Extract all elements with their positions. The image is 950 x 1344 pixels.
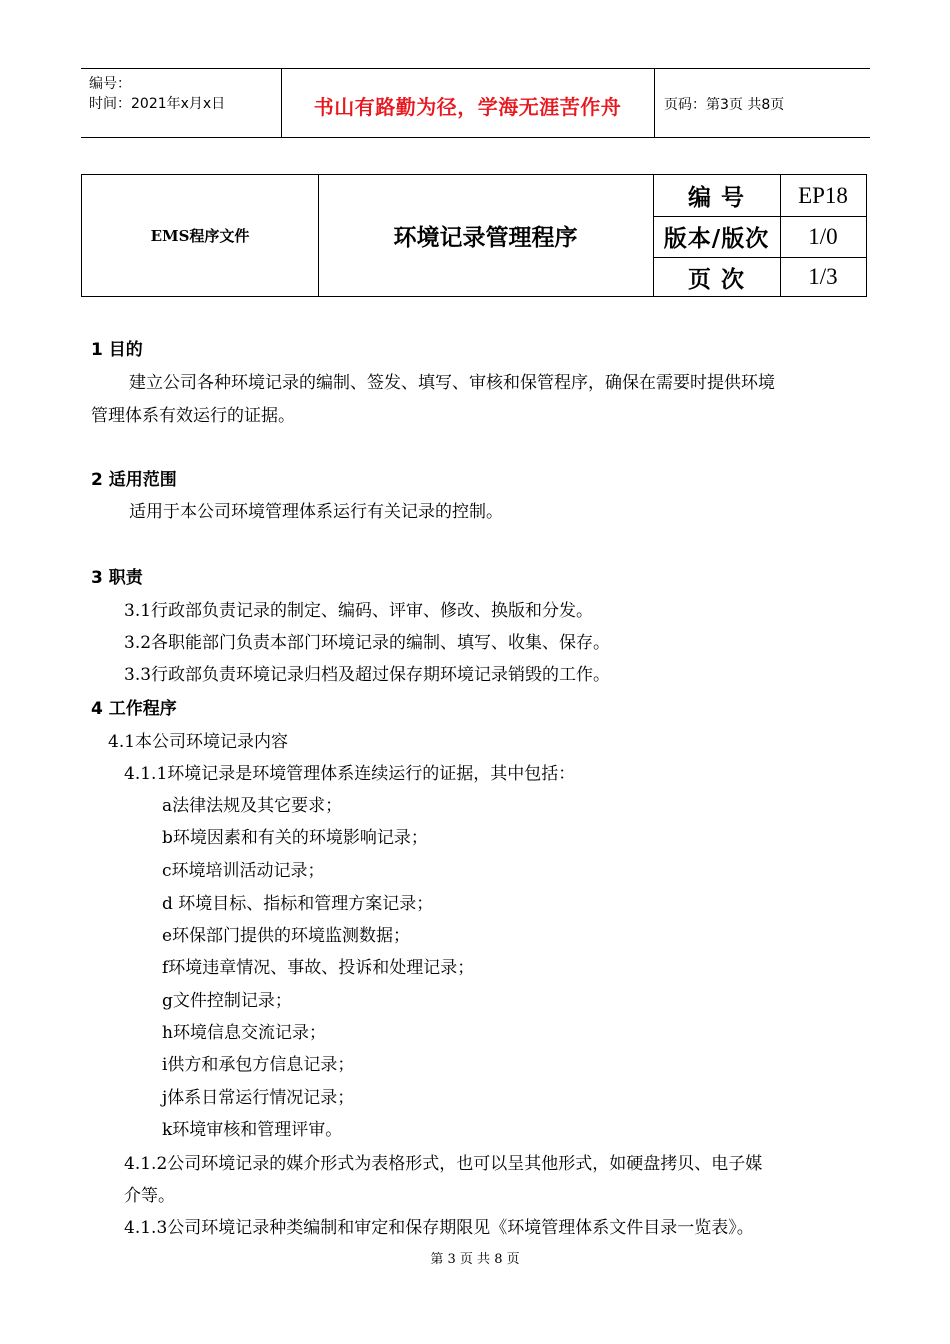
section-2-line-1: 适用于本公司环境管理体系运行有关记录的控制。 <box>129 502 503 522</box>
section-2-heading: 2 适用范围 <box>91 470 177 490</box>
section-3-item: 3.1行政部负责记录的制定、编码、评审、修改、换版和分发。 <box>124 601 594 621</box>
list-item: j体系日常运行情况记录； <box>162 1088 355 1108</box>
doc-title: 环境记录管理程序 <box>318 175 654 296</box>
section-4-heading: 4 工作程序 <box>91 699 177 719</box>
section-3-item: 3.2各职能部门负责本部门环境记录的编制、填写、收集、保存。 <box>124 633 611 653</box>
subsection-4-1: 4.1本公司环境记录内容 <box>108 732 289 752</box>
list-item: i供方和承包方信息记录； <box>162 1055 355 1075</box>
section-1-line-2: 管理体系有效运行的证据。 <box>91 406 295 426</box>
list-item: h环境信息交流记录； <box>162 1023 326 1043</box>
code-field-label: 编 号 <box>687 185 745 211</box>
version-field-value: 1/0 <box>808 223 838 249</box>
page-field-value: 1/3 <box>808 264 838 289</box>
list-item: f环境违章情况、事故、投诉和处理记录； <box>162 958 475 978</box>
list-item: c环境培训活动记录； <box>162 861 325 881</box>
list-item: d 环境目标、指标和管理方案记录； <box>162 894 434 914</box>
value-column <box>780 175 866 296</box>
subsection-4-1-2-line-1: 4.1.2公司环境记录的媒介形式为表格形式，也可以呈其他形式，如硬盘拷贝、电子媒 <box>124 1154 763 1174</box>
version-field-label: 版本/版次 <box>663 226 770 252</box>
label-column <box>653 175 781 296</box>
header-motto-cell <box>281 69 655 137</box>
code-label: 编号： <box>89 76 131 92</box>
subsection-4-1-3: 4.1.3公司环境记录种类编制和审定和保存期限见《环境管理体系文件目录一览表》。 <box>124 1218 754 1238</box>
list-item: b环境因素和有关的环境影响记录； <box>162 828 428 848</box>
subsection-4-1-1: 4.1.1环境记录是环境管理体系连续运行的证据，其中包括： <box>124 764 576 784</box>
code-field-value: EP18 <box>798 182 848 208</box>
motto: 书山有路勤为径，学海无涯苦作舟 <box>313 95 622 119</box>
list-item: g文件控制记录； <box>162 991 292 1011</box>
section-3-item: 3.3行政部负责环境记录归档及超过保存期环境记录销毁的工作。 <box>124 665 611 685</box>
header-page-cell <box>654 69 870 137</box>
list-item: e环保部门提供的环境监测数据； <box>162 926 411 946</box>
list-item: a法律法规及其它要求； <box>162 796 343 816</box>
title-table <box>81 174 867 297</box>
subsection-4-1-2-line-2: 介等。 <box>124 1186 175 1206</box>
page-footer: 第 3 页 共 8 页 <box>430 1252 520 1267</box>
section-3-heading: 3 职责 <box>91 568 143 588</box>
list-item: k环境审核和管理评审。 <box>162 1120 343 1140</box>
page-field-label: 页 次 <box>687 266 745 293</box>
page-header <box>81 68 870 138</box>
header-meta <box>81 69 282 137</box>
doc-type: EMS程序文件 <box>82 175 319 296</box>
section-1-line-1: 建立公司各种环境记录的编制、签发、填写、审核和保管程序，确保在需要时提供环境 <box>129 373 775 393</box>
page-info: 页码：第3页 共8页 <box>664 97 785 113</box>
date-label: 时间：2021年x月x日 <box>89 96 226 112</box>
section-1-heading: 1 目的 <box>91 340 143 360</box>
